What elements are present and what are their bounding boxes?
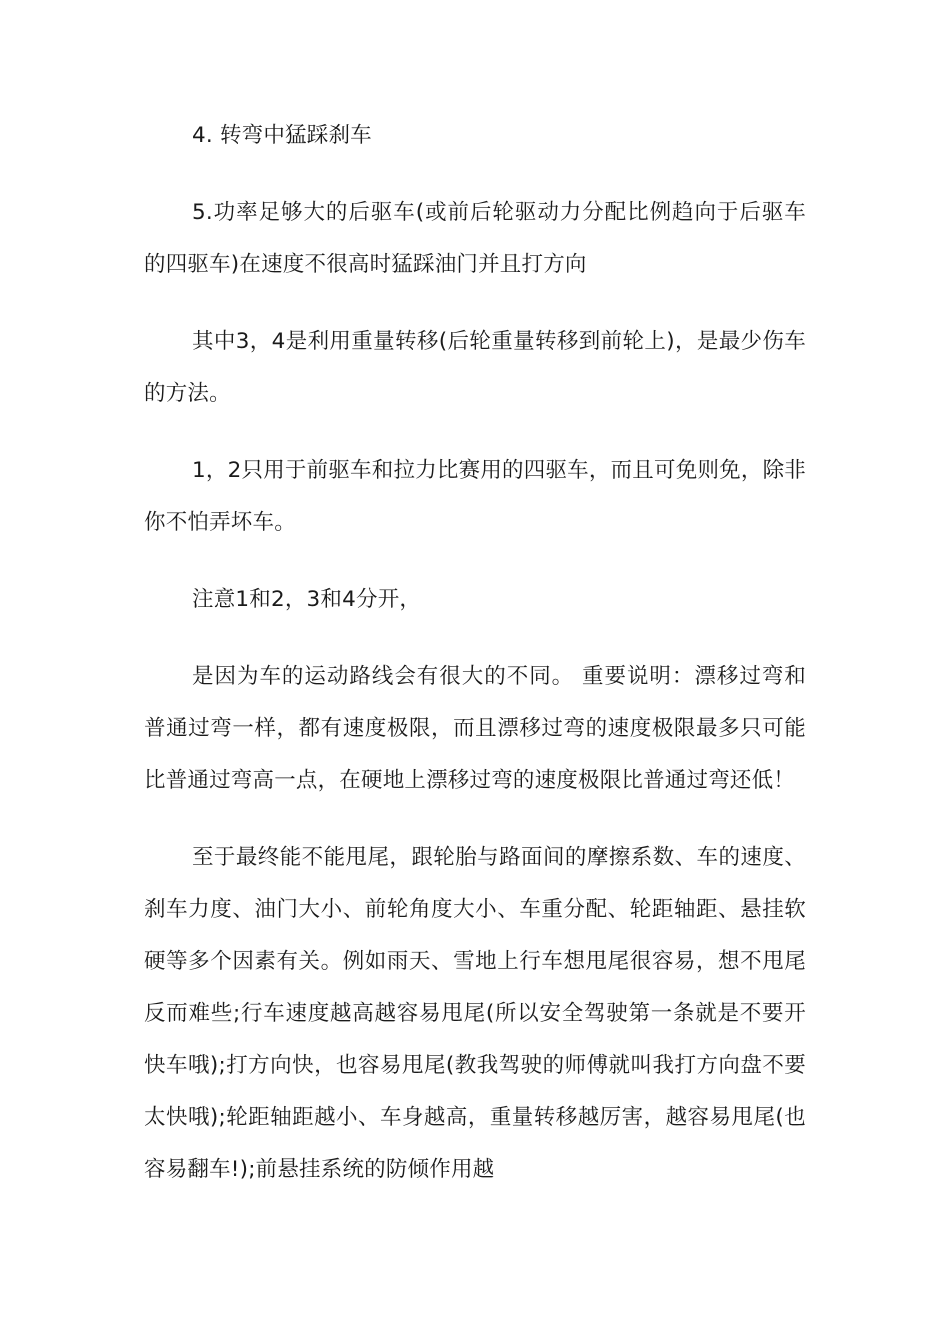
paragraph-step-4: 4. 转弯中猛踩刹车 [192, 123, 372, 148]
document-body [144, 110, 806, 1196]
paragraph-weight-transfer: 其中3，4是利用重量转移(后轮重量转移到前轮上)，是最少伤车的方法。 [144, 329, 806, 406]
paragraph-spacer [144, 549, 806, 574]
paragraph-spacer [144, 162, 806, 187]
paragraph-step-5: 5.功率足够大的后驱车(或前后轮驱动力分配比例趋向于后驱车的四驱车)在速度不很高时猛踩油门并且打方向 [144, 200, 806, 277]
paragraph-spacer [144, 291, 806, 316]
paragraph-attention: 注意1和2，3和4分开， [192, 587, 422, 612]
paragraph-drift-factors: 至于最终能不能甩尾，跟轮胎与路面间的摩擦系数、车的速度、刹车力度、油门大小、前轮角度大小、车重分配、轮距轴距、悬挂软硬等多个因素有关。例如雨天、雪地上行车想甩尾很容易，想不甩尾反而难些;行车速度越高越容易甩尾(所以安全驾驶第一条就是不要开快车哦);打方向快，也容易甩尾(教我驾驶的师傅就叫我打方向盘不要太快哦);轮距轴距越小、车身越高，重量转移越厉害，越容易甩尾(也容易翻车!);前悬挂系统的防倾作用越 [144, 845, 806, 1182]
paragraph-spacer [144, 807, 806, 832]
paragraph-front-drive-note: 1，2只用于前驱车和拉力比赛用的四驱车，而且可免则免，除非你不怕弄坏车。 [144, 458, 806, 535]
paragraph-important-note: 是因为车的运动路线会有很大的不同。 重要说明：漂移过弯和普通过弯一样，都有速度极限，而且漂移过弯的速度极限最多只可能比普通过弯高一点，在硬地上漂移过弯的速度极限比普通过弯还低！ [144, 664, 806, 793]
paragraph-spacer [144, 626, 806, 651]
paragraph-spacer [144, 420, 806, 445]
